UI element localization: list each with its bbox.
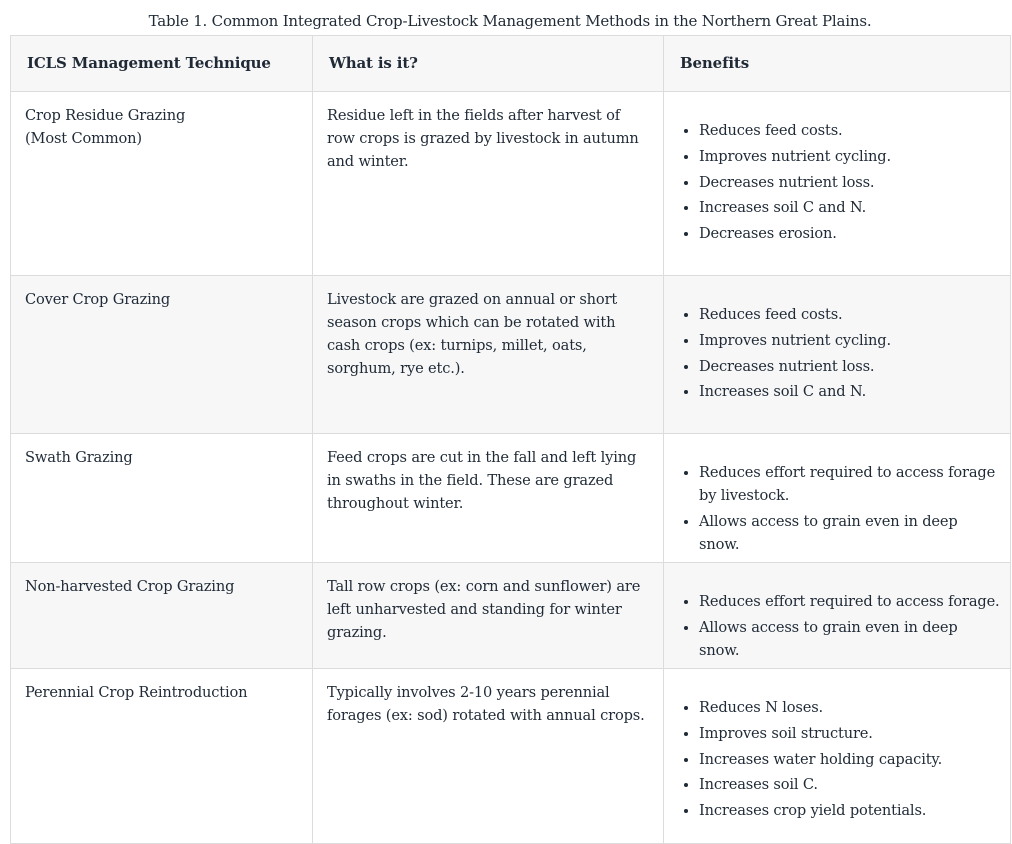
benefits-cell	[664, 276, 1011, 434]
benefit-item: • Increases crop yield potentials.	[699, 799, 1002, 822]
description-cell	[313, 563, 664, 669]
benefits-list	[678, 461, 1002, 556]
benefit-item: • Increases soil C.	[699, 773, 1002, 796]
table-caption: Table 1. Common Integrated Crop-Livestock Management Methods in the Northern Great Plains.	[148, 12, 872, 30]
benefit-item: • Allows access to grain even in deep snow.	[699, 616, 1002, 662]
benefits-list	[678, 303, 1002, 403]
table-row	[11, 276, 1011, 434]
benefit-item: • Reduces feed costs.	[699, 119, 1002, 142]
description-cell	[313, 276, 664, 434]
technique-name: Crop Residue Grazing	[25, 107, 186, 124]
benefit-item: • Increases water holding capacity.	[699, 748, 1002, 771]
benefit-item: • Increases soil C and N.	[699, 196, 1002, 219]
table-row	[11, 563, 1011, 669]
technique-name: Non-harvested Crop Grazing	[25, 578, 235, 595]
description-text: Tall row crops (ex: corn and sunflower) are left unharvested and standing for winter grazing.	[327, 578, 641, 641]
technique-cell	[11, 276, 313, 434]
description-text: Residue left in the fields after harvest of row crops is grazed by livestock in autumn and winter.	[327, 107, 639, 170]
benefit-item: • Improves nutrient cycling.	[699, 145, 1002, 168]
description-cell	[313, 92, 664, 276]
technique-name: Swath Grazing	[25, 449, 133, 466]
description-text: Livestock are grazed on annual or short season crops which can be rotated with cash crops (ex: turnips, millet, oats, sorghum, rye etc.).	[327, 291, 618, 377]
benefit-item: • Increases soil C and N.	[699, 380, 1002, 403]
benefit-item: • Improves nutrient cycling.	[699, 329, 1002, 352]
table-row	[11, 669, 1011, 844]
benefit-item: • Reduces effort required to access forage by livestock.	[699, 461, 1002, 507]
benefit-item: • Decreases nutrient loss.	[699, 171, 1002, 194]
description-text: Feed crops are cut in the fall and left lying in swaths in the field. These are grazed throughout winter.	[327, 449, 637, 512]
header-benefits: Benefits	[664, 36, 1011, 92]
benefit-item: • Reduces feed costs.	[699, 303, 1002, 326]
benefits-list	[678, 119, 1002, 245]
table-row	[11, 434, 1011, 563]
benefits-cell	[664, 92, 1011, 276]
technique-cell	[11, 563, 313, 669]
benefits-cell	[664, 563, 1011, 669]
table-row	[11, 92, 1011, 276]
description-text: Typically involves 2-10 years perennial forages (ex: sod) rotated with annual crops.	[327, 684, 645, 724]
benefit-item: • Decreases erosion.	[699, 222, 1002, 245]
benefits-cell	[664, 434, 1011, 563]
technique-name: Cover Crop Grazing	[25, 291, 171, 308]
benefits-list	[678, 696, 1002, 822]
benefit-item: • Allows access to grain even in deep snow.	[699, 510, 1002, 556]
description-cell	[313, 434, 664, 563]
technique-cell	[11, 92, 313, 276]
technique-cell	[11, 669, 313, 844]
benefit-item: • Decreases nutrient loss.	[699, 355, 1002, 378]
technique-cell	[11, 434, 313, 563]
benefits-list	[678, 590, 1002, 662]
benefit-item: • Reduces effort required to access forage.	[699, 590, 1002, 613]
icls-methods-table	[10, 35, 1011, 844]
header-technique: ICLS Management Technique	[11, 36, 313, 92]
benefit-item: • Reduces N loses.	[699, 696, 1002, 719]
benefits-cell	[664, 669, 1011, 844]
technique-note: (Most Common)	[25, 130, 142, 147]
technique-name: Perennial Crop Reintroduction	[25, 684, 248, 701]
header-what-is-it: What is it?	[313, 36, 664, 92]
table-header-row	[11, 36, 1011, 92]
description-cell	[313, 669, 664, 844]
benefit-item: • Improves soil structure.	[699, 722, 1002, 745]
